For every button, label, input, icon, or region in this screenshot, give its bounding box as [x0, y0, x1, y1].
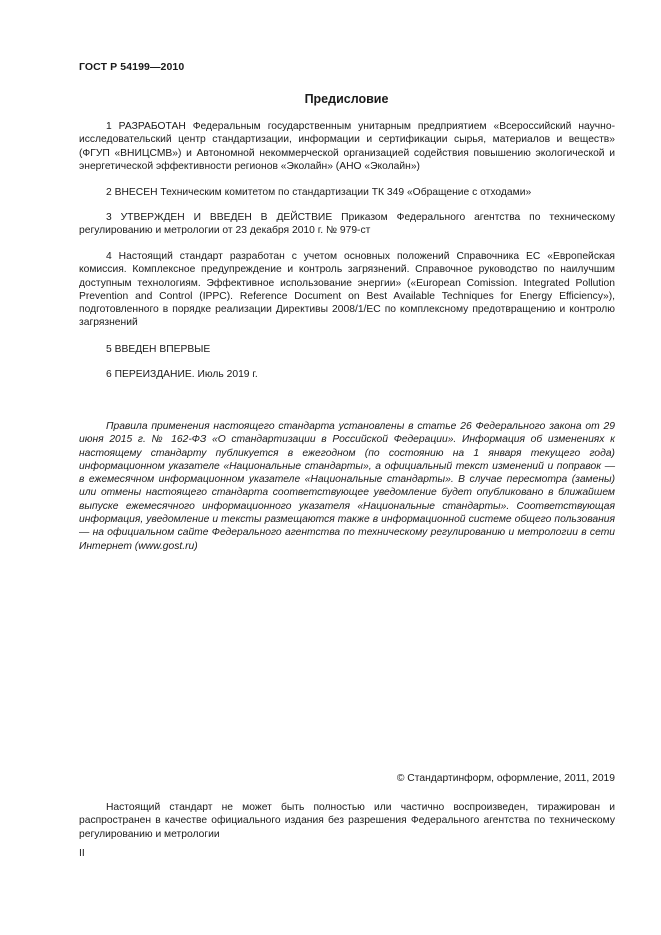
page-number: II	[79, 848, 85, 859]
standard-code: ГОСТ Р 54199—2010	[79, 61, 185, 73]
page-title: Предисловие	[304, 92, 389, 106]
copyright-line: © Стандартинформ, оформление, 2011, 2019	[396, 773, 615, 784]
foreword-item-1: 1 РАЗРАБОТАН Федеральным государственным унитарным предприятием «Всероссийский научно-исследовательский центр стандартизации, информации и сертификации сырья, материалов и веществ» (ФГУП «ВНИЦСМВ») и Автономной некоммерческой организацией содействия повышению экологической и энергетической эффективности регионов «Эколайн» (АНО «Эколайн»)	[79, 121, 615, 172]
foreword-item-4: 4 Настоящий стандарт разработан с учетом основных положений Справочника ЕС «Европейская комиссия. Комплексное предупреждение и контроль загрязнений. Справочное руководство по наилучшим доступным технологиям. Эффективное использование энергии» («European Comission. Integrated Pollution Prevention and Control (IPPC). Reference Document on Best Available Techniques for Energy Efficiency»), подготовленного в порядке реализации Директивы 2008/1/ЕС по комплексному предотвращению и контролю загрязнений	[79, 251, 615, 329]
foreword-item-5: 5 ВВЕДЕН ВПЕРВЫЕ	[106, 344, 211, 355]
foreword-item-3: 3 УТВЕРЖДЕН И ВВЕДЕН В ДЕЙСТВИЕ Приказом Федерального агентства по техническому регулированию и метрологии от 23 декабря 2010 г. № 979-ст	[79, 212, 615, 237]
foreword-item-6: 6 ПЕРЕИЗДАНИЕ. Июль 2019 г.	[106, 369, 258, 380]
foreword-item-2: 2 ВНЕСЕН Техническим комитетом по стандартизации ТК 349 «Обращение с отходами»	[106, 187, 532, 198]
reproduction-notice: Настоящий стандарт не может быть полностью или частично воспроизведен, тиражирован и распространен в качестве официального издания без разрешения Федерального агентства по техническому регулированию и метрологии	[79, 802, 615, 840]
application-rules-notice: Правила применения настоящего стандарта установлены в статье 26 Федерального закона от 29 июня 2015 г. № 162-ФЗ «О стандартизации в Российской Федерации». Информация об изменениях к настоящему стандарту публикуется в ежегодном (по состоянию на 1 января текущего года) информационном указателе «Национальные стандарты», а официальный текст изменений и поправок — в ежемесячном информационном указателе «Национальные стандарты». В случае пересмотра (замены) или отмены настоящего стандарта соответствующее уведомление будет опубликовано в ближайшем выпуске ежемесячного информационного указателя «Национальные стандарты». Соответствующая информация, уведомление и тексты размещаются также в информационной системе общего пользования — на официальном сайте Федерального агентства по техническому регулированию и метрологии в сети Интернет (www.gost.ru)	[79, 421, 615, 552]
